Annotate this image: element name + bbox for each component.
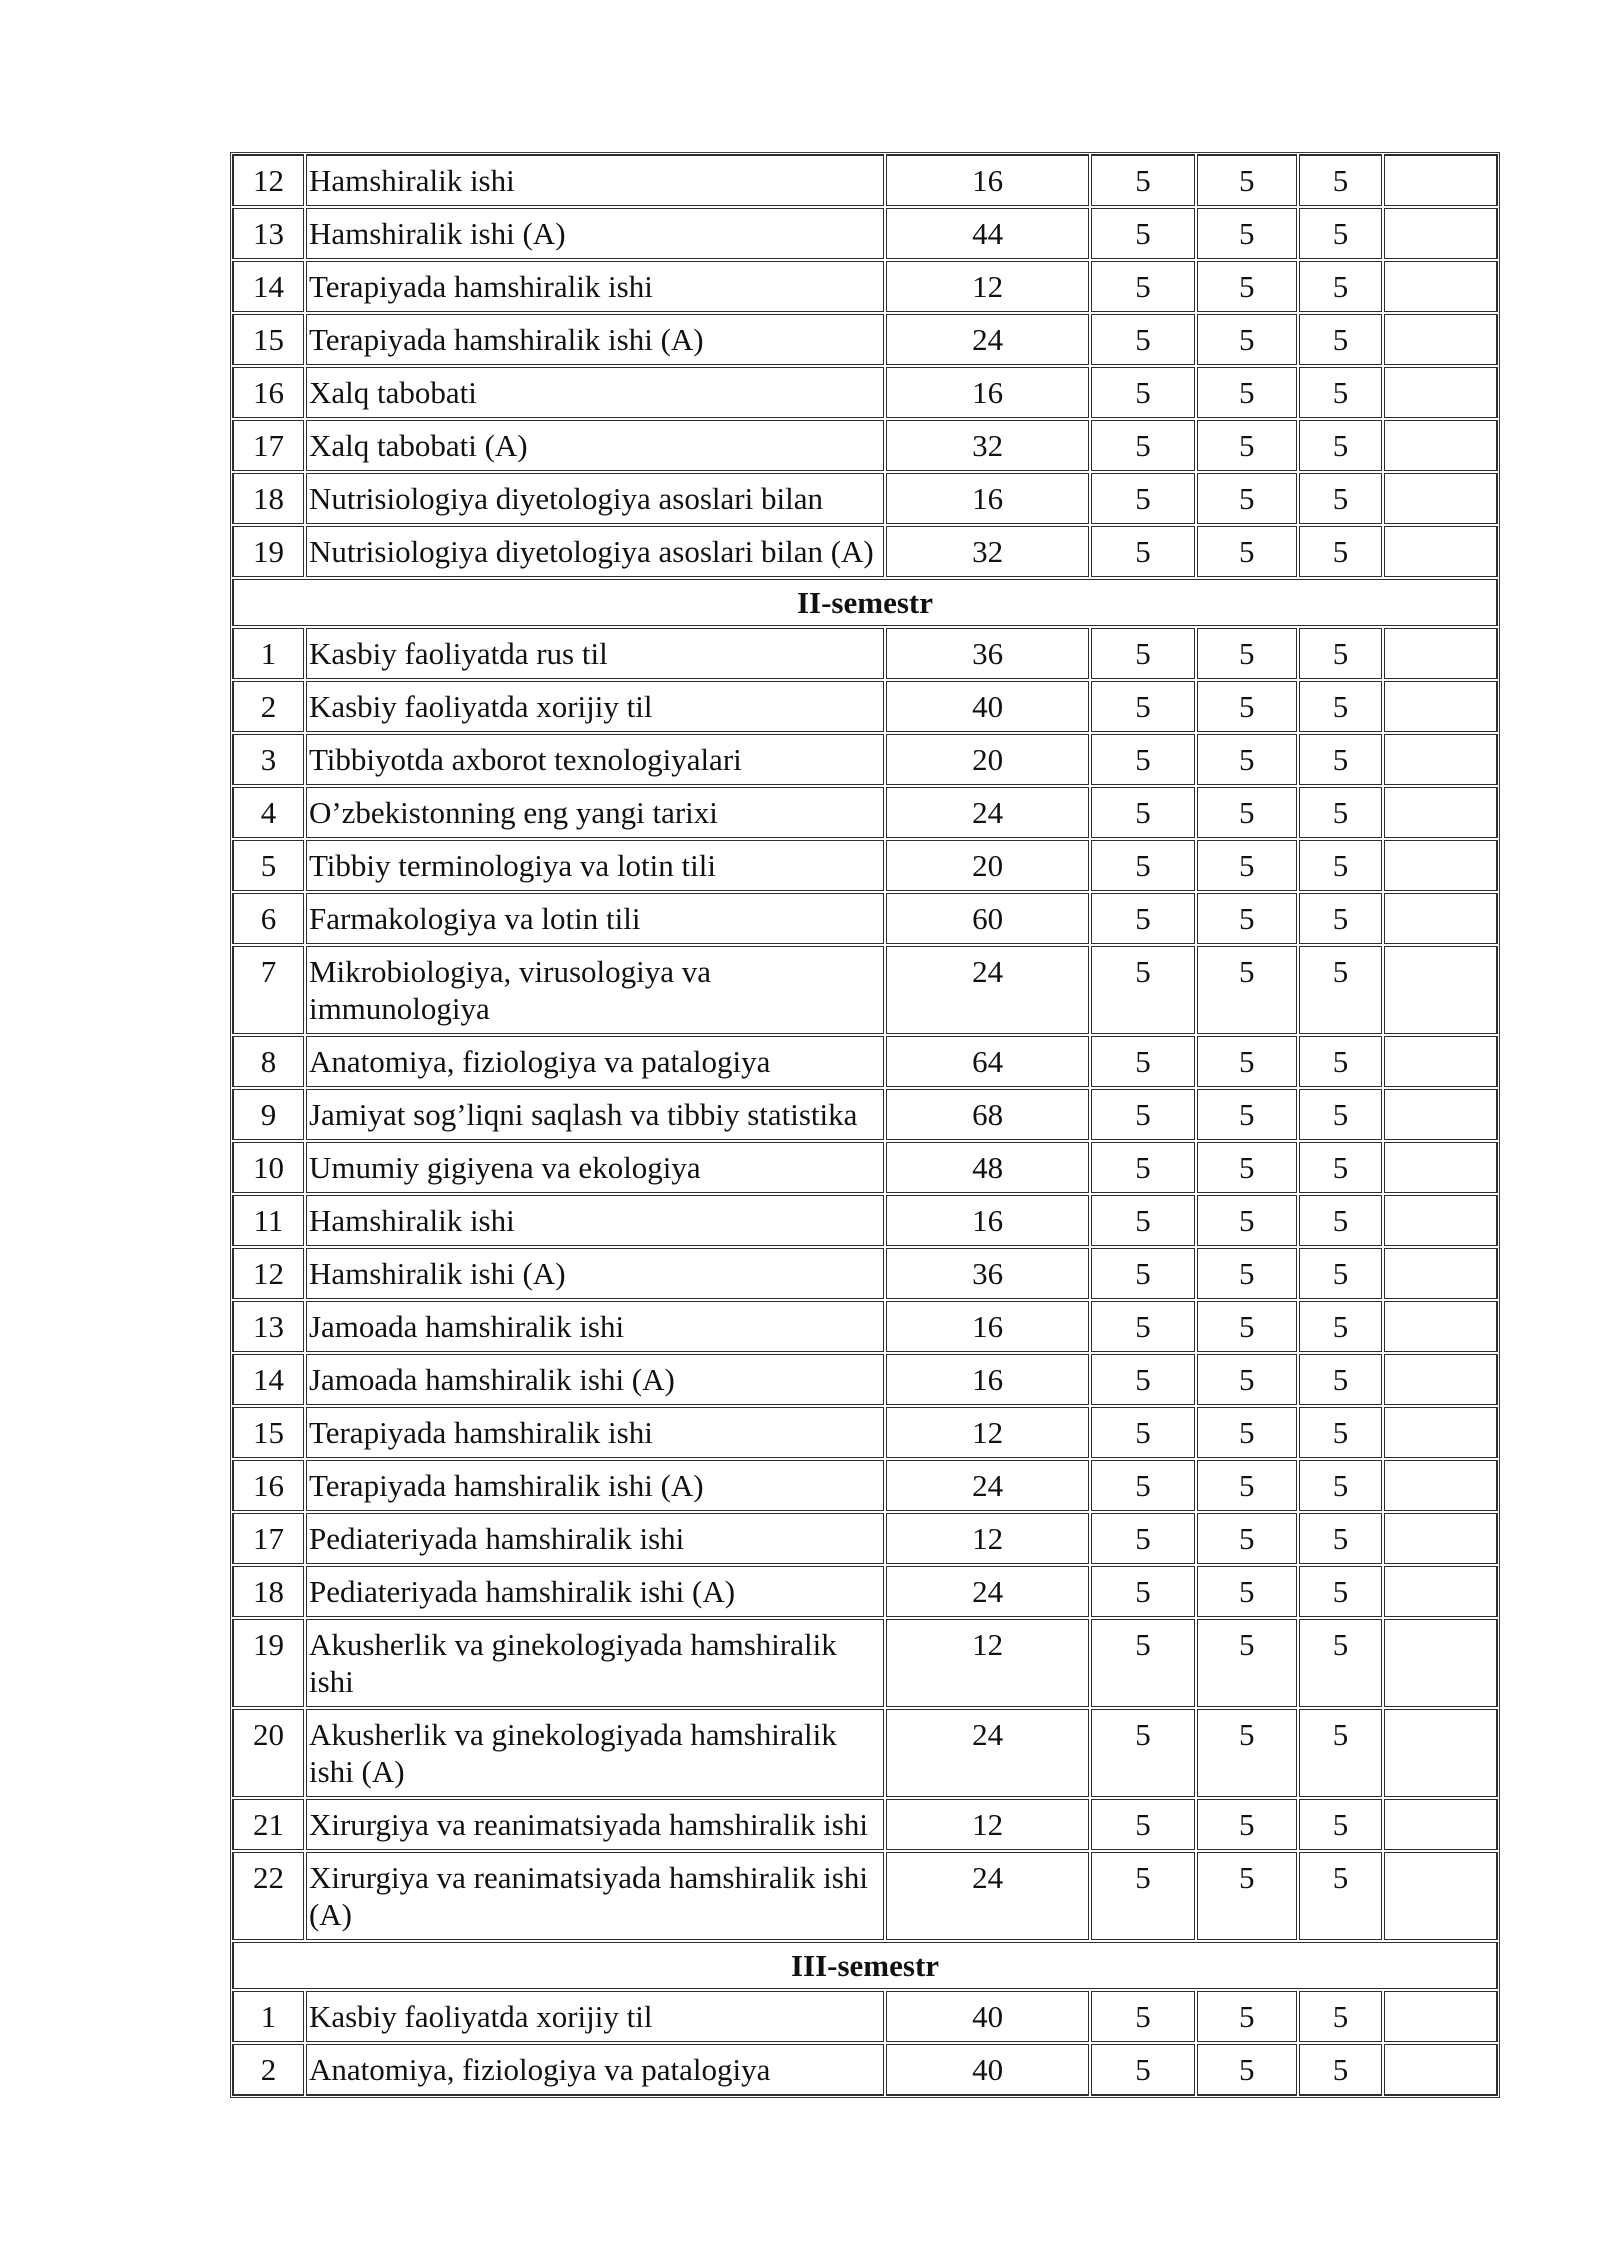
grade-cell-1: 5 (1090, 892, 1196, 945)
grade-cell-3: 5 (1298, 733, 1384, 786)
subject-name-cell: Jamoada hamshiralik ishi (A) (305, 1353, 885, 1406)
row-number-cell: 16 (232, 366, 305, 419)
hours-cell: 12 (885, 1512, 1089, 1565)
empty-cell (1383, 313, 1498, 366)
subject-name-cell: Nutrisiologiya diyetologiya asoslari bilan (A) (305, 525, 885, 578)
hours-cell: 44 (885, 207, 1089, 260)
grade-cell-1: 5 (1090, 525, 1196, 578)
subject-name-cell: Tibbiy terminologiya va lotin tili (305, 839, 885, 892)
table-row (232, 1459, 1498, 1512)
row-number-cell: 19 (232, 1618, 305, 1708)
table-row (232, 945, 1498, 1035)
table-row (232, 1300, 1498, 1353)
subject-name-cell: Umumiy gigiyena va ekologiya (305, 1141, 885, 1194)
row-number-cell: 17 (232, 1512, 305, 1565)
subject-name-cell: Terapiyada hamshiralik ishi (A) (305, 313, 885, 366)
grade-cell-2: 5 (1196, 733, 1297, 786)
row-number-cell: 3 (232, 733, 305, 786)
table-body (232, 154, 1498, 2096)
hours-cell: 16 (885, 472, 1089, 525)
grade-cell-3: 5 (1298, 366, 1384, 419)
hours-cell: 24 (885, 1708, 1089, 1798)
table-row (232, 1565, 1498, 1618)
hours-cell: 16 (885, 366, 1089, 419)
hours-cell: 48 (885, 1141, 1089, 1194)
grade-cell-1: 5 (1090, 1512, 1196, 1565)
subject-name-cell: Hamshiralik ishi (305, 1194, 885, 1247)
empty-cell (1383, 419, 1498, 472)
hours-cell: 40 (885, 1990, 1089, 2043)
table-row (232, 260, 1498, 313)
empty-cell (1383, 1990, 1498, 2043)
row-number-cell: 1 (232, 627, 305, 680)
subject-name-cell: O’zbekistonning eng yangi tarixi (305, 786, 885, 839)
empty-cell (1383, 786, 1498, 839)
hours-cell: 40 (885, 680, 1089, 733)
grade-cell-3: 5 (1298, 1194, 1384, 1247)
grade-cell-3: 5 (1298, 419, 1384, 472)
subject-name-cell: Jamiyat sog’liqni saqlash va tibbiy statistika (305, 1088, 885, 1141)
grade-cell-1: 5 (1090, 1565, 1196, 1618)
grade-cell-2: 5 (1196, 472, 1297, 525)
semester-heading: II-semestr (232, 578, 1498, 627)
grade-cell-2: 5 (1196, 1300, 1297, 1353)
empty-cell (1383, 1088, 1498, 1141)
table-row (232, 1406, 1498, 1459)
grade-cell-2: 5 (1196, 366, 1297, 419)
grade-cell-2: 5 (1196, 627, 1297, 680)
subject-name-cell: Anatomiya, fiziologiya va patalogiya (305, 2043, 885, 2096)
grade-cell-2: 5 (1196, 1990, 1297, 2043)
hours-cell: 40 (885, 2043, 1089, 2096)
grade-cell-2: 5 (1196, 1708, 1297, 1798)
grade-cell-3: 5 (1298, 207, 1384, 260)
row-number-cell: 20 (232, 1708, 305, 1798)
subject-name-cell: Terapiyada hamshiralik ishi (A) (305, 1459, 885, 1512)
grade-cell-1: 5 (1090, 472, 1196, 525)
empty-cell (1383, 1618, 1498, 1708)
grade-cell-3: 5 (1298, 1035, 1384, 1088)
grade-cell-3: 5 (1298, 1406, 1384, 1459)
hours-cell: 24 (885, 945, 1089, 1035)
grade-cell-2: 5 (1196, 1353, 1297, 1406)
grade-cell-3: 5 (1298, 1512, 1384, 1565)
grade-cell-1: 5 (1090, 1990, 1196, 2043)
grade-cell-3: 5 (1298, 1708, 1384, 1798)
semester-heading-row (232, 578, 1498, 627)
table-row (232, 1851, 1498, 1941)
subject-name-cell: Xirurgiya va reanimatsiyada hamshiralik ishi (305, 1798, 885, 1851)
empty-cell (1383, 1798, 1498, 1851)
grade-cell-2: 5 (1196, 892, 1297, 945)
grade-cell-2: 5 (1196, 525, 1297, 578)
grade-cell-2: 5 (1196, 1088, 1297, 1141)
hours-cell: 20 (885, 839, 1089, 892)
table-row (232, 207, 1498, 260)
subject-name-cell: Tibbiyotda axborot texnologiyalari (305, 733, 885, 786)
hours-cell: 12 (885, 260, 1089, 313)
empty-cell (1383, 1512, 1498, 1565)
grade-cell-1: 5 (1090, 1459, 1196, 1512)
grade-cell-1: 5 (1090, 1798, 1196, 1851)
empty-cell (1383, 2043, 1498, 2096)
grade-cell-2: 5 (1196, 1141, 1297, 1194)
row-number-cell: 15 (232, 1406, 305, 1459)
empty-cell (1383, 839, 1498, 892)
grade-cell-1: 5 (1090, 313, 1196, 366)
grade-cell-2: 5 (1196, 945, 1297, 1035)
grade-cell-1: 5 (1090, 1141, 1196, 1194)
table-row (232, 1194, 1498, 1247)
grade-cell-2: 5 (1196, 1851, 1297, 1941)
hours-cell: 32 (885, 525, 1089, 578)
grade-cell-3: 5 (1298, 1618, 1384, 1708)
subject-name-cell: Xirurgiya va reanimatsiyada hamshiralik ishi (A) (305, 1851, 885, 1941)
empty-cell (1383, 1247, 1498, 1300)
subject-name-cell: Anatomiya, fiziologiya va patalogiya (305, 1035, 885, 1088)
row-number-cell: 5 (232, 839, 305, 892)
hours-cell: 16 (885, 154, 1089, 207)
grade-cell-3: 5 (1298, 1141, 1384, 1194)
grade-cell-3: 5 (1298, 892, 1384, 945)
table-row (232, 1990, 1498, 2043)
row-number-cell: 18 (232, 1565, 305, 1618)
empty-cell (1383, 627, 1498, 680)
grade-cell-3: 5 (1298, 154, 1384, 207)
hours-cell: 60 (885, 892, 1089, 945)
subject-name-cell: Kasbiy faoliyatda xorijiy til (305, 680, 885, 733)
empty-cell (1383, 892, 1498, 945)
table-row (232, 1088, 1498, 1141)
row-number-cell: 2 (232, 2043, 305, 2096)
grade-cell-3: 5 (1298, 260, 1384, 313)
table-row (232, 154, 1498, 207)
grade-cell-1: 5 (1090, 1300, 1196, 1353)
hours-cell: 24 (885, 313, 1089, 366)
subject-name-cell: Hamshiralik ishi (A) (305, 1247, 885, 1300)
table-row (232, 1035, 1498, 1088)
hours-cell: 12 (885, 1406, 1089, 1459)
grade-cell-1: 5 (1090, 839, 1196, 892)
grade-cell-2: 5 (1196, 680, 1297, 733)
subject-name-cell: Xalq tabobati (A) (305, 419, 885, 472)
table-row (232, 1247, 1498, 1300)
grade-cell-3: 5 (1298, 1300, 1384, 1353)
grade-cell-1: 5 (1090, 207, 1196, 260)
grade-cell-3: 5 (1298, 1990, 1384, 2043)
grade-cell-3: 5 (1298, 1459, 1384, 1512)
grade-cell-1: 5 (1090, 1035, 1196, 1088)
row-number-cell: 8 (232, 1035, 305, 1088)
table-row (232, 313, 1498, 366)
row-number-cell: 2 (232, 680, 305, 733)
hours-cell: 16 (885, 1300, 1089, 1353)
empty-cell (1383, 1851, 1498, 1941)
grade-cell-2: 5 (1196, 839, 1297, 892)
hours-cell: 16 (885, 1194, 1089, 1247)
empty-cell (1383, 1459, 1498, 1512)
empty-cell (1383, 945, 1498, 1035)
grade-cell-1: 5 (1090, 2043, 1196, 2096)
table-row (232, 1618, 1498, 1708)
grade-cell-1: 5 (1090, 1708, 1196, 1798)
row-number-cell: 15 (232, 313, 305, 366)
empty-cell (1383, 154, 1498, 207)
hours-cell: 24 (885, 1851, 1089, 1941)
grade-cell-3: 5 (1298, 786, 1384, 839)
grade-cell-2: 5 (1196, 1512, 1297, 1565)
grade-cell-1: 5 (1090, 154, 1196, 207)
hours-cell: 12 (885, 1618, 1089, 1708)
row-number-cell: 13 (232, 1300, 305, 1353)
subject-name-cell: Xalq tabobati (305, 366, 885, 419)
hours-cell: 68 (885, 1088, 1089, 1141)
empty-cell (1383, 207, 1498, 260)
empty-cell (1383, 1708, 1498, 1798)
row-number-cell: 7 (232, 945, 305, 1035)
grade-cell-2: 5 (1196, 1618, 1297, 1708)
row-number-cell: 10 (232, 1141, 305, 1194)
table-row (232, 839, 1498, 892)
empty-cell (1383, 1035, 1498, 1088)
subject-name-cell: Nutrisiologiya diyetologiya asoslari bilan (305, 472, 885, 525)
row-number-cell: 1 (232, 1990, 305, 2043)
subject-name-cell: Pediateriyada hamshiralik ishi (A) (305, 1565, 885, 1618)
empty-cell (1383, 1565, 1498, 1618)
table-row (232, 786, 1498, 839)
grade-cell-3: 5 (1298, 839, 1384, 892)
hours-cell: 16 (885, 1353, 1089, 1406)
grade-cell-1: 5 (1090, 680, 1196, 733)
grade-cell-1: 5 (1090, 260, 1196, 313)
row-number-cell: 9 (232, 1088, 305, 1141)
empty-cell (1383, 260, 1498, 313)
grade-cell-2: 5 (1196, 1247, 1297, 1300)
grade-cell-2: 5 (1196, 207, 1297, 260)
table-row (232, 419, 1498, 472)
grade-cell-1: 5 (1090, 733, 1196, 786)
subject-name-cell: Mikrobiologiya, virusologiya va immunologiya (305, 945, 885, 1035)
grade-cell-3: 5 (1298, 680, 1384, 733)
table-row (232, 1708, 1498, 1798)
grade-cell-1: 5 (1090, 1353, 1196, 1406)
curriculum-table (230, 152, 1500, 2098)
grade-cell-2: 5 (1196, 419, 1297, 472)
hours-cell: 20 (885, 733, 1089, 786)
grade-cell-2: 5 (1196, 2043, 1297, 2096)
empty-cell (1383, 1353, 1498, 1406)
row-number-cell: 19 (232, 525, 305, 578)
grade-cell-1: 5 (1090, 1406, 1196, 1459)
grade-cell-3: 5 (1298, 1851, 1384, 1941)
grade-cell-1: 5 (1090, 1851, 1196, 1941)
table-row (232, 525, 1498, 578)
table-row (232, 1512, 1498, 1565)
grade-cell-1: 5 (1090, 1618, 1196, 1708)
grade-cell-2: 5 (1196, 1459, 1297, 1512)
row-number-cell: 6 (232, 892, 305, 945)
subject-name-cell: Terapiyada hamshiralik ishi (305, 260, 885, 313)
hours-cell: 24 (885, 1459, 1089, 1512)
grade-cell-1: 5 (1090, 627, 1196, 680)
row-number-cell: 4 (232, 786, 305, 839)
grade-cell-2: 5 (1196, 1194, 1297, 1247)
empty-cell (1383, 733, 1498, 786)
hours-cell: 64 (885, 1035, 1089, 1088)
row-number-cell: 11 (232, 1194, 305, 1247)
grade-cell-3: 5 (1298, 525, 1384, 578)
grade-cell-3: 5 (1298, 313, 1384, 366)
subject-name-cell: Jamoada hamshiralik ishi (305, 1300, 885, 1353)
grade-cell-2: 5 (1196, 1406, 1297, 1459)
row-number-cell: 18 (232, 472, 305, 525)
grade-cell-3: 5 (1298, 2043, 1384, 2096)
row-number-cell: 14 (232, 260, 305, 313)
grade-cell-3: 5 (1298, 1088, 1384, 1141)
grade-cell-3: 5 (1298, 472, 1384, 525)
row-number-cell: 12 (232, 154, 305, 207)
subject-name-cell: Hamshiralik ishi (305, 154, 885, 207)
empty-cell (1383, 525, 1498, 578)
grade-cell-2: 5 (1196, 1798, 1297, 1851)
hours-cell: 24 (885, 1565, 1089, 1618)
subject-name-cell: Terapiyada hamshiralik ishi (305, 1406, 885, 1459)
empty-cell (1383, 472, 1498, 525)
grade-cell-1: 5 (1090, 945, 1196, 1035)
row-number-cell: 22 (232, 1851, 305, 1941)
grade-cell-2: 5 (1196, 1565, 1297, 1618)
row-number-cell: 12 (232, 1247, 305, 1300)
grade-cell-1: 5 (1090, 1247, 1196, 1300)
row-number-cell: 14 (232, 1353, 305, 1406)
grade-cell-3: 5 (1298, 945, 1384, 1035)
grade-cell-3: 5 (1298, 627, 1384, 680)
row-number-cell: 16 (232, 1459, 305, 1512)
table-row (232, 892, 1498, 945)
hours-cell: 36 (885, 1247, 1089, 1300)
subject-name-cell: Kasbiy faoliyatda xorijiy til (305, 1990, 885, 2043)
table-row (232, 472, 1498, 525)
hours-cell: 12 (885, 1798, 1089, 1851)
grade-cell-3: 5 (1298, 1353, 1384, 1406)
subject-name-cell: Akusherlik va ginekologiyada hamshiralik ishi (A) (305, 1708, 885, 1798)
hours-cell: 32 (885, 419, 1089, 472)
subject-name-cell: Farmakologiya va lotin tili (305, 892, 885, 945)
empty-cell (1383, 1406, 1498, 1459)
hours-cell: 24 (885, 786, 1089, 839)
subject-name-cell: Kasbiy faoliyatda rus til (305, 627, 885, 680)
semester-heading: III-semestr (232, 1941, 1498, 1990)
grade-cell-2: 5 (1196, 154, 1297, 207)
empty-cell (1383, 1300, 1498, 1353)
empty-cell (1383, 1141, 1498, 1194)
empty-cell (1383, 366, 1498, 419)
grade-cell-1: 5 (1090, 786, 1196, 839)
empty-cell (1383, 1194, 1498, 1247)
row-number-cell: 21 (232, 1798, 305, 1851)
hours-cell: 36 (885, 627, 1089, 680)
grade-cell-1: 5 (1090, 1088, 1196, 1141)
semester-heading-row (232, 1941, 1498, 1990)
subject-name-cell: Pediateriyada hamshiralik ishi (305, 1512, 885, 1565)
grade-cell-1: 5 (1090, 1194, 1196, 1247)
row-number-cell: 13 (232, 207, 305, 260)
table-row (232, 1141, 1498, 1194)
row-number-cell: 17 (232, 419, 305, 472)
table-row (232, 1353, 1498, 1406)
table-row (232, 733, 1498, 786)
table-row (232, 627, 1498, 680)
grade-cell-2: 5 (1196, 260, 1297, 313)
grade-cell-2: 5 (1196, 1035, 1297, 1088)
subject-name-cell: Hamshiralik ishi (A) (305, 207, 885, 260)
grade-cell-3: 5 (1298, 1798, 1384, 1851)
subject-name-cell: Akusherlik va ginekologiyada hamshiralik ishi (305, 1618, 885, 1708)
grade-cell-3: 5 (1298, 1565, 1384, 1618)
grade-cell-2: 5 (1196, 313, 1297, 366)
table-row (232, 1798, 1498, 1851)
grade-cell-1: 5 (1090, 366, 1196, 419)
table-row (232, 680, 1498, 733)
grade-cell-2: 5 (1196, 786, 1297, 839)
empty-cell (1383, 680, 1498, 733)
table-row (232, 366, 1498, 419)
grade-cell-1: 5 (1090, 419, 1196, 472)
grade-cell-3: 5 (1298, 1247, 1384, 1300)
table-row (232, 2043, 1498, 2096)
